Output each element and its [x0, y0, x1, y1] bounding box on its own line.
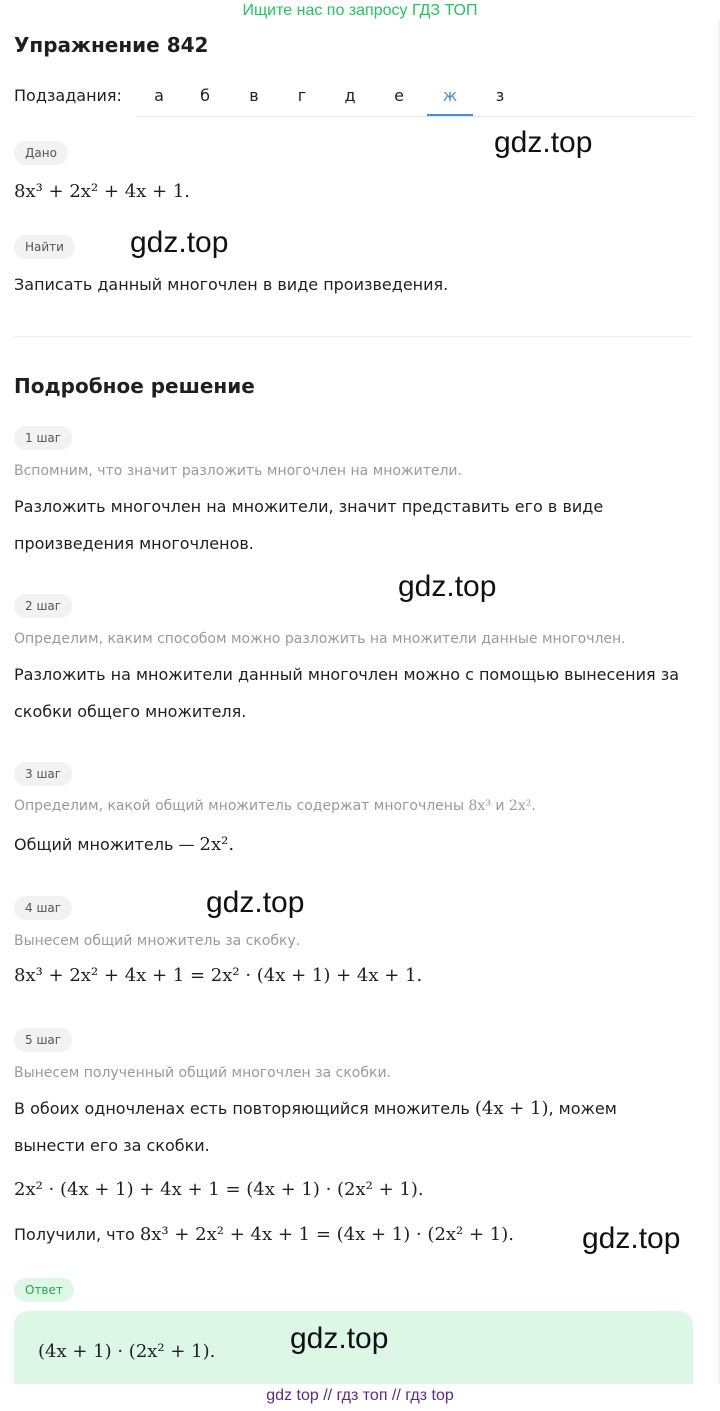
result-expression: 8x³ + 2x² + 4x + 1 = (4x + 1) · (2x² + 1).: [139, 1224, 514, 1245]
step-pill: 4 шаг: [14, 896, 72, 920]
text-prefix: В обоих одночленах есть повторяющийся множитель: [14, 1099, 470, 1118]
step-text: [14, 1090, 654, 1164]
answer-pill: Ответ: [14, 1278, 74, 1302]
text-expression: 2x².: [199, 834, 235, 855]
promo-banner[interactable]: Ищите нас по запросу ГДЗ ТОП: [242, 2, 478, 19]
given-expression: 8x³ + 2x² + 4x + 1.: [14, 181, 190, 202]
step-expression: 8x³ + 2x² + 4x + 1 = 2x² · (4x + 1) + 4x + 1.: [14, 965, 423, 986]
tab-b[interactable]: б: [200, 86, 210, 105]
text-suffix: , можем вынести его за скобки.: [14, 1099, 617, 1155]
step-text: Разложить на множители данный многочлен можно с помощью вынесения за скобки общего множителя.: [14, 665, 680, 721]
watermark: gdz.top: [398, 570, 497, 603]
tab-z[interactable]: з: [495, 86, 505, 105]
watermark: gdz.top: [130, 226, 229, 259]
tab-e[interactable]: е: [394, 86, 404, 105]
tab-d[interactable]: д: [344, 86, 356, 105]
solution-title: Подробное решение: [14, 374, 255, 398]
watermark: gdz.top: [290, 1322, 389, 1355]
step-text: Разложить многочлен на множители, значит представить его в виде произведения многочленов.: [14, 497, 604, 553]
answer-expression: (4x + 1) · (2x² + 1).: [38, 1341, 216, 1362]
footer-links[interactable]: gdz top // гдз топ // гдз top: [0, 1384, 720, 1411]
subtask-tabs: [136, 82, 692, 117]
find-pill: Найти: [14, 235, 75, 259]
tab-a[interactable]: а: [154, 86, 164, 105]
step-hint: [14, 796, 536, 816]
text-prefix: Общий множитель —: [14, 835, 195, 854]
step-hint: Вспомним, что значит разложить многочлен на множители.: [14, 463, 462, 479]
find-text: Записать данный многочлен в виде произведения.: [14, 275, 449, 294]
watermark: gdz.top: [206, 886, 305, 919]
subtasks-label: Подзадания:: [14, 86, 122, 105]
step-pill: 2 шаг: [14, 594, 72, 618]
section-divider: [14, 336, 692, 337]
step-expression: 2x² · (4x + 1) + 4x + 1 = (4x + 1) · (2x² + 1).: [14, 1179, 424, 1200]
hint-prefix: Определим, какой общий множитель содержат многочлены: [14, 798, 465, 814]
given-pill: Дано: [14, 141, 68, 165]
tab-g[interactable]: г: [297, 86, 307, 105]
hint-expression: 2x².: [508, 798, 536, 814]
step-hint: Определим, каким способом можно разложить на множители данные многочлен.: [14, 631, 626, 647]
hint-and: и: [495, 798, 505, 814]
result-text: [14, 1216, 574, 1253]
watermark: gdz.top: [582, 1222, 681, 1255]
step-pill: 5 шаг: [14, 1028, 72, 1052]
step-hint: Вынесем полученный общий многочлен за скобки.: [14, 1065, 391, 1081]
result-prefix: Получили, что: [14, 1225, 135, 1244]
step-text: [14, 826, 704, 863]
step-pill: 3 шаг: [14, 762, 72, 786]
step-pill: 1 шаг: [14, 426, 72, 450]
tab-zh[interactable]: ж: [427, 82, 473, 116]
watermark: gdz.top: [494, 126, 593, 159]
step-hint: Вынесем общий множитель за скобку.: [14, 933, 301, 949]
tab-v[interactable]: в: [249, 86, 259, 105]
page-title: Упражнение 842: [14, 33, 209, 57]
text-expression: (4x + 1): [474, 1098, 549, 1119]
hint-expression: 8x³: [468, 798, 491, 814]
